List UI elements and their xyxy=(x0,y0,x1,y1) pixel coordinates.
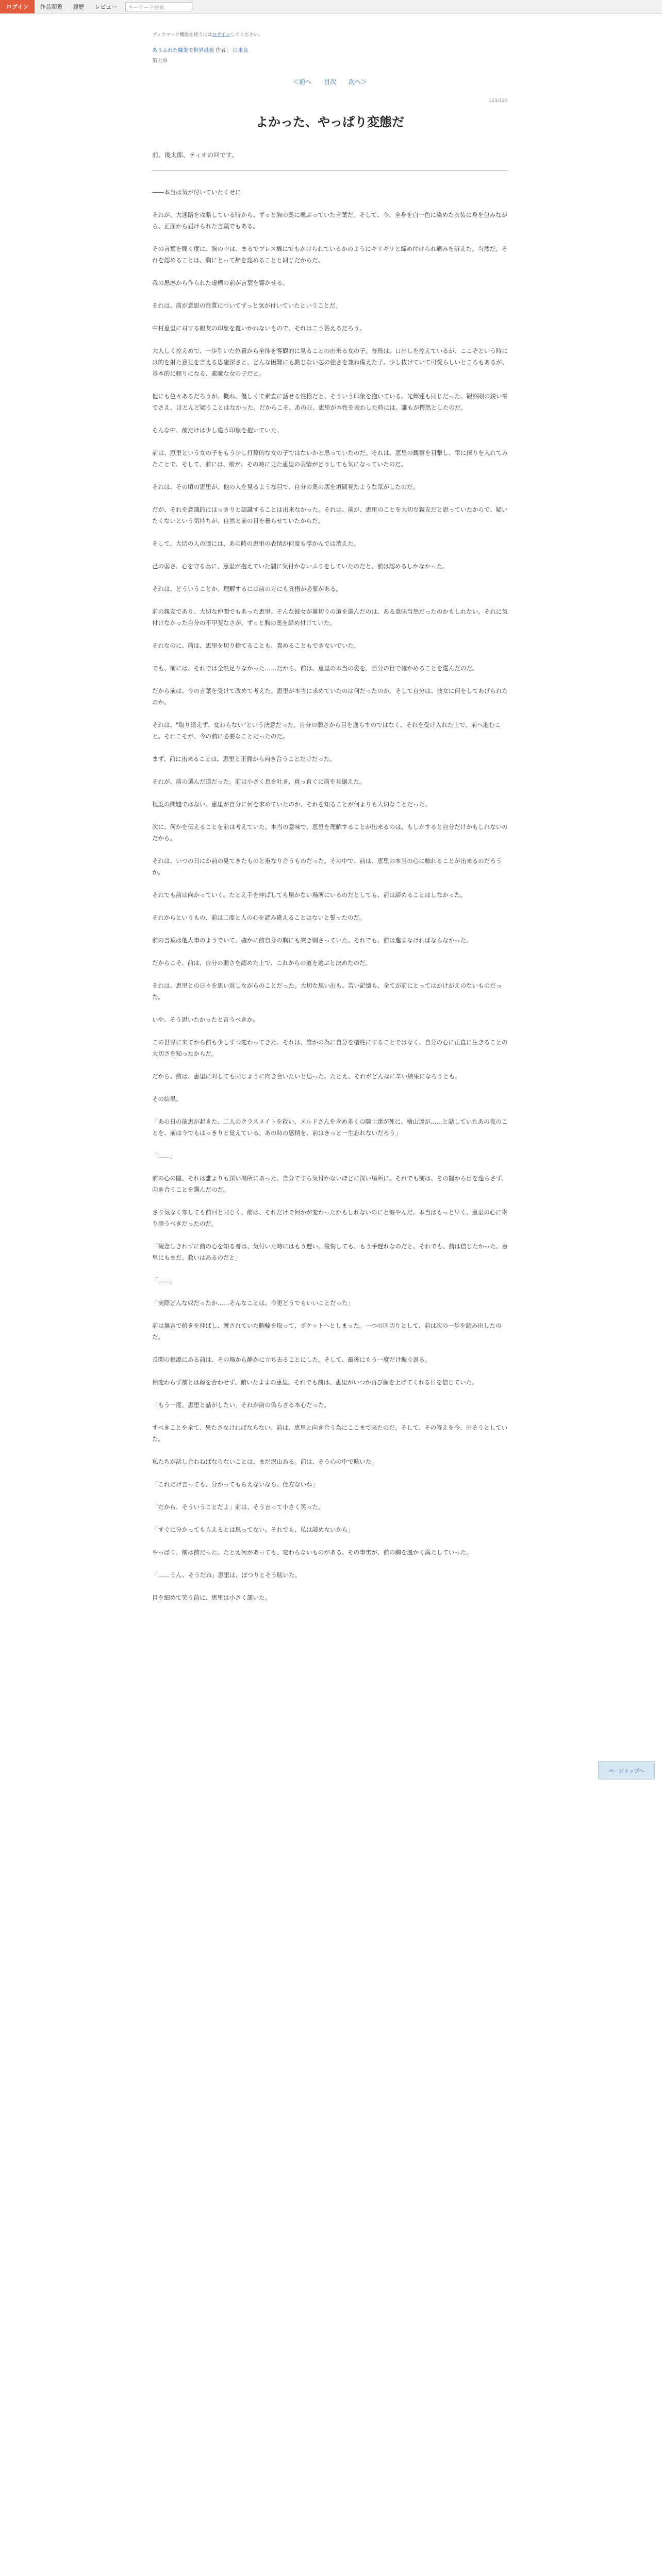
novel-paragraph: それからというもの、前は二度と人の心を読み違えることはないと誓ったのだ。 xyxy=(152,914,366,921)
novel-paragraph: 私たちが話し合わねばならないことは、まだ沢山ある。前は、そう心の中で呟いた。 xyxy=(152,1458,377,1465)
novel-paragraph: 大人しく控えめで、一歩引いた位置から全体を客観的に見ることの出来る女の子。普段は、口出しを控えているが、ここぞという時には的を射た意見を言える思慮深さと、どんな困難にも動じない芯の強さを兼ね備えた子。少し抜けていて可愛らしいところもあるが、基本的に頼りになる、素敵な女の子だと。 xyxy=(152,347,508,377)
breadcrumb xyxy=(152,47,508,55)
novel-paragraph: 我の思惑から作られた虚構の前が言葉を響かせる。 xyxy=(152,279,289,286)
prev-link[interactable]: ＜前へ xyxy=(293,78,312,86)
main-content xyxy=(152,31,508,1615)
index-link[interactable]: 目次 xyxy=(323,78,336,86)
novel-paragraph: 「あの日の前恵が起きた、二人のクラスメイトを救い、メルドさんを含め多くの騎士達が死に、檜山達が……と話していたあの夜のことを、前は今でもはっきりと覚えている。あの時の感情を、前はきっと一生忘れないだろう」 xyxy=(152,1118,508,1137)
novel-paragraph: だが、それを意識的にはっきりと認識することは出来なかった。それは、前が、恵里のことを大切な親友だと思っていたからで、疑いたくないという気持ちが、自然と前の目を曇らせていたからだ。 xyxy=(152,506,508,524)
novel-paragraph: 次に、何かを伝えることを前は考えていた。本当の意味で、恵里を理解することが出来るのは、もしかすると自分だけかもしれないのだから。 xyxy=(152,823,508,842)
novel-paragraph: 目を細めて笑う前に、恵里は小さく頷いた。 xyxy=(152,1594,271,1601)
nav-browse-link[interactable]: 作品閲覧 xyxy=(40,4,63,10)
page-count: 123/123 xyxy=(488,98,508,104)
novel-paragraph: その結果。 xyxy=(152,1095,182,1103)
pager xyxy=(152,77,508,86)
novel-paragraph: 己の弱さ、心を守る為に、恵里が抱えていた闇に気付かないふりをしていたのだと、前は認めるしかなかった。 xyxy=(152,563,449,570)
novel-paragraph: 長閑の根源にある前は、その場から静かに立ち去ることにした。そして、最後にもう一度だけ振り返る。 xyxy=(152,1356,431,1363)
novel-paragraph: それは、前が意思の性質についてずっと気が付いていたということだ。 xyxy=(152,302,342,309)
novel-paragraph: まず、前に出来ることは、恵里と正面から向き合うことだけだった。 xyxy=(152,755,336,762)
novel-paragraph: それは、恵里との日々を思い返しながらのことだった。大切な思い出も、苦い記憶も、全てが前にとってはかけがえのないものだった。 xyxy=(152,982,502,1001)
novel-paragraph: その言葉を聞く度に、胸の中は、まるでブレス機にでもかけられているかのようにギリギリと締め付けられ痛みを訴えた。当然だ。それを認めることは、胸にとって辞を認めることと同じだからだ。 xyxy=(152,245,508,264)
novel-paragraph: それは、どういうことか。理解するには前の方にも覚悟が必要がある。 xyxy=(152,585,342,592)
chapter-label: 第七章 xyxy=(152,58,168,64)
novel-paragraph: それなのに、前は、恵里を切り捨てることも、責めることもできないでいた。 xyxy=(152,642,360,649)
novel-paragraph: だから、前は、恵里に対しても同じように向き合いたいと思った。たとえ、それがどんなに辛い結果になろうとも。 xyxy=(152,1073,461,1080)
novel-paragraph: ――本当は気が付いていたくせに xyxy=(152,189,241,196)
bookmark-notice xyxy=(152,31,508,38)
novel-paragraph: 「……」 xyxy=(152,1152,176,1159)
notice-login-link[interactable]: ログイン xyxy=(212,32,230,38)
novel-paragraph: 程度の問題ではない。恵里が自分に何を求めていたのか、それを知ることが何よりも大切なことだった。 xyxy=(152,801,431,808)
novel-paragraph: 前は無言で俯きを伸ばし、渡されていた腕輪を取って、ポケットへとしまった。一つの区切りとして、前は次の一歩を踏み出したのだ。 xyxy=(152,1322,502,1341)
novel-paragraph: 他にも色々あるだろうが、概ね、優しくて素直に話せる性格だと、そういう印象を抱いている。光輝達も同じだった。観察眼の鋭い雫でさえ、ほとんど疑うことはなかった。だからこそ、あの日、恵里が本性を表わした時には、誰もが愕然としたのだ。 xyxy=(152,393,508,411)
nav-review-link[interactable]: レビュー xyxy=(94,4,118,10)
novel-paragraph: そして、大切の人の瞳には、あの時の恵里の表情が何度も浮かんでは消えた。 xyxy=(152,540,360,547)
novel-paragraph: 前の親友であり、大切な仲間でもあった恵里。そんな彼女が裏切りの道を選んだのは、ある意味当然だったのかもしれない。それに気付けなかった自分の不甲斐なさが、ずっと胸の奥を締め付けていた。 xyxy=(152,608,508,626)
novel-paragraph: それは、"取り繕えず、変わらない"という決意だった。自分の弱さから目を逸らすのではなく、それを受け入れた上で、前へ進むこと。それこそが、今の前に必要なことだったのだ。 xyxy=(152,721,501,740)
author-label: 作者： xyxy=(216,48,231,54)
novel-paragraph: それが、大迷路を攻略している時から、ずっと胸の奥に燻ぶっていた言葉だ。そして、今、全身を白一色に染めた衣装に身を包みながら、正面から届けられた言葉でもある。 xyxy=(152,211,508,230)
author-link[interactable]: 白米良 xyxy=(233,48,249,54)
notice-text: ブックマーク機能を使うには xyxy=(152,32,212,38)
novel-paragraph: 「だから、そういうことだよ」前は、そう言って小さく笑った。 xyxy=(152,1503,324,1511)
novel-paragraph: だからこそ、前は、自分の弱さを認めた上で、これからの道を選ぶと決めたのだ。 xyxy=(152,959,372,967)
novel-paragraph: 「もう一度、恵里と話がしたい」それが前の偽らざる本心だった。 xyxy=(152,1401,330,1409)
novel-paragraph: 前は、恵里という女の子をもう少し打算的な女の子ではないかと思っていたのだ。それは、恵里の観察を目撃し、雫に探りを入れてみたことで、そして、前には、前が、その時に見た恵里の表情がどうしても気になっていたのだ。 xyxy=(152,449,508,468)
novel-paragraph: すべきことを全て、果たさなければならない。前は、恵里と向き合う為にここまで来たのだ。そして、その答えを今、出そうとしていた。 xyxy=(152,1424,508,1443)
novel-paragraph: この世界に来てから前も少しずつ変わってきた。それは、誰かの為に自分を犠牲にすることではなく、自分の心に正直に生きることの大切さを知ったからだ。 xyxy=(152,1039,508,1057)
search-input[interactable]: キーワード検索 xyxy=(125,2,192,11)
novel-paragraph: そんな中、前だけは少し違う印象を抱いていた。 xyxy=(152,427,283,434)
novel-paragraph: いや、そう思いたかったと言うべきか。 xyxy=(152,1016,259,1023)
novel-paragraph: 「観念しきれずに前の心を知る者は、気付いた時にはもう遅い。後悔しても、もう手遅れなのだと。それでも、前は信じたかった。恵里にもまだ、救いはあるのだと」 xyxy=(152,1243,508,1261)
novel-paragraph: でも、前には、それでは全然足りなかった……だから、前は、恵里の本当の姿を、自分の目で確かめることを選んだのだ。 xyxy=(152,665,478,672)
novel-paragraph: 「実際どんな奴だったか……そんなことは、今更どうでもいいことだった」 xyxy=(152,1299,354,1307)
novel-paragraph: それでも前は向かっていく。たとえ手を伸ばしても届かない場所にいるのだとしても、前は諦めることはしなかった。 xyxy=(152,891,467,899)
login-button[interactable]: ログイン xyxy=(0,0,35,13)
novel-body xyxy=(152,187,508,1603)
novel-paragraph: さり気なく零しても前回と同じく、前は、それだけで何かが変わったかもしれないのにと悔やんだ。本当はもっと早く、恵里の心に寄り添うべきだったのだ。 xyxy=(152,1209,508,1227)
novel-paragraph: それは、いつの日にか前の見てきたものと重なり合うものだった。その中で、前は、恵里の本当の心に触れることが出来るのだろうか。 xyxy=(152,857,502,876)
next-link[interactable]: 次へ＞ xyxy=(348,78,367,86)
novel-paragraph: 前の心の闇、それは誰よりも深い場所にあった。自分ですら気付かないほどに深い場所に。それでも前は、その闇から目を逸らさず、向き合うことを選んだのだ。 xyxy=(152,1175,507,1193)
novel-paragraph: 前の言葉は他人事のようでいて、確かに前自身の胸にも突き刺さっていた。それでも、前は進まなければならなかった。 xyxy=(152,937,472,944)
nav-history-link[interactable]: 履歴 xyxy=(73,4,85,10)
novel-paragraph: やっぱり、前は前だった。たとえ何があっても、変わらないものがある。その事実が、前の胸を温かく満たしていった。 xyxy=(152,1549,472,1556)
novel-paragraph: 「……」 xyxy=(152,1277,176,1284)
novel-paragraph: 相変わらず前とは顔を合わせず、俯いたままの恵里。それでも前は、恵里がいつか再び顔を上げてくれる日を信じていた。 xyxy=(152,1379,478,1386)
notice-text-end: してください。 xyxy=(230,32,263,38)
work-title-link[interactable]: ありふれた職業で世界最強 xyxy=(152,48,214,54)
novel-paragraph: 「すぐに分かってもらえるとは思ってない。それでも、私は諦めないから」 xyxy=(152,1526,354,1533)
novel-paragraph: 「……うん、そうだね」恵里は、ぽつりとそう呟いた。 xyxy=(152,1571,301,1579)
page-top-button[interactable]: ページトップへ xyxy=(598,1761,655,1780)
top-navigation-bar xyxy=(0,0,662,14)
episode-subtitle: 前、後太郎、ティオの回です。 xyxy=(152,151,238,159)
novel-paragraph: それは、その頃の恵里が、他の人を見るような目で、自分の奥の底を垣間見たような気がしたのだ。 xyxy=(152,483,419,490)
episode-title: よかった、やっぱり変態だ xyxy=(256,115,404,129)
novel-paragraph: 中村恵里に対する親友の印象を覆いかねないもので、それはこう答えるだろう。 xyxy=(152,325,366,332)
novel-paragraph: それが、前の選んだ道だった。前は小さく息を吐き、真っ直ぐに前を見据えた。 xyxy=(152,778,366,785)
novel-paragraph: 「これだけ言っても、分かってもらえないなら、仕方ないね」 xyxy=(152,1481,318,1488)
novel-paragraph: だから前は、今の言葉を受けて改めて考えた。恵里が本当に求めていたのは何だったのか。そして自分は、彼女に何をしてあげられたのか。 xyxy=(152,687,508,706)
